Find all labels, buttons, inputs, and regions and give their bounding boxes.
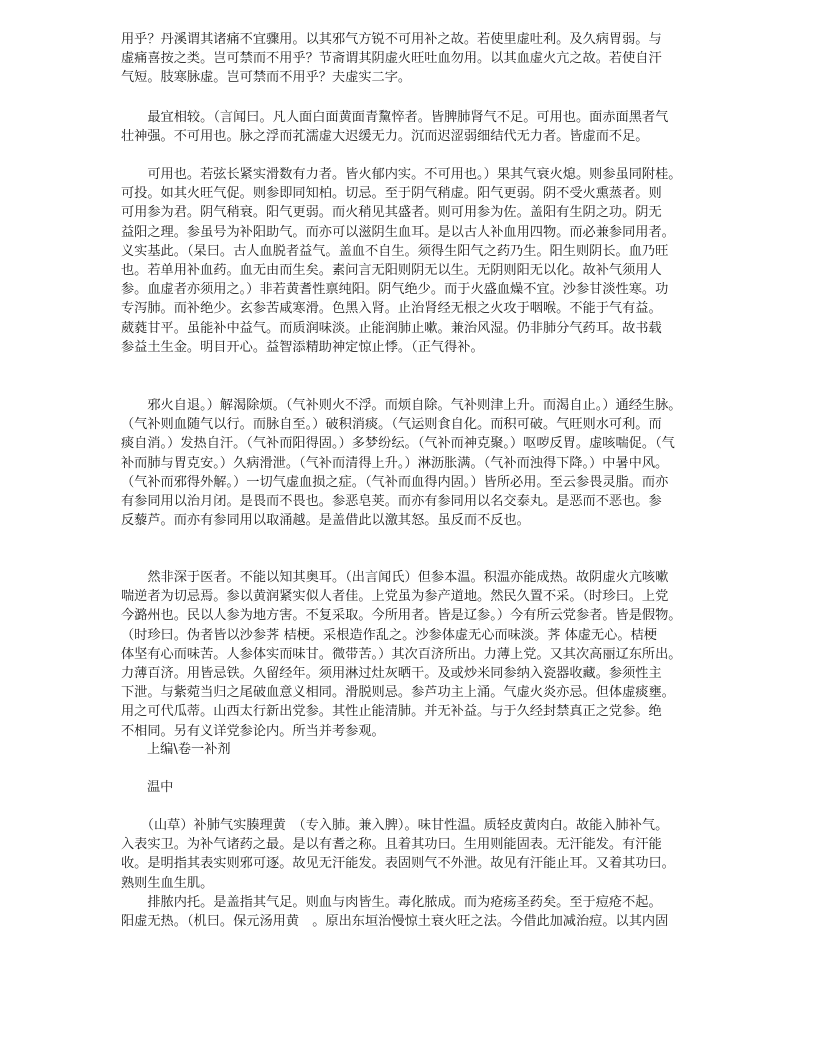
paragraph-1: 用乎？丹溪谓其诸痛不宜骤用。以其邪气方锐不可用补之故。若使里虚吐利。及久病胃弱。与 虚痛喜按之类。岂可禁而不用乎？节斋谓其阴虚火旺吐血勿用。以其血虚火亢之故。若使自汗 气短。肢寒脉虚。岂可禁而不用乎？夫虚实二字。: [121, 32, 662, 86]
paragraph-7: 排脓内托。是盖指其气足。则血与肉皆生。毒化脓成。而为疮疡圣药矣。至于痘疮不起。 阳虚无热。（机曰。保元汤用黄 。原出东垣治慢惊土衰火旺之法。今借此加减治痘。以其内固: [121, 895, 669, 930]
subsection-heading: 温中: [147, 780, 174, 795]
paragraph-5: 然非深于医者。不能以知其奥耳。（出言闻氏）但参本温。积温亦能成热。故阴虚火亢咳嗽 喘逆者为切忌焉。参以黄润紧实似人者佳。上党虽为参产道地。然民久置不采。（时珍曰。上党 今潞州也。民以人参为地方害。不复采取。今所用者。皆是辽参。）今有所云党参者。皆是假物。 （时珍曰。伪者皆以沙参荠 桔梗。采根造作乱之。沙参体虚无心而味淡。荠 体虚无心。桔梗 体坚有心而味苦。人参体实而味甘。微带苦。）其次百济所出。力薄上党。又其次高丽辽东所出。 力薄百济。用皆忌铁。久留经年。须用淋过灶灰晒干。及或炒米同参纳入瓷器收藏。参须性主 下泄。与紫菀当归之尾破血意义相同。滑脱则忌。参芦功主上涌。气虚火炎亦忌。但体虚痰壅。 用之可代瓜蒂。山西太行新出党参。其性止能清肺。并无补益。与于久经封禁真正之党参。绝 不相同。另有义详党参论内。所当并考参观。: [121, 570, 682, 739]
paragraph-3: 可用也。若弦长紧实滑数有力者。皆火郁内实。不可用也。）果其气衰火熄。则参虽同附桂。 可投。如其火旺气促。则参即同知柏。切忌。至于阴气稍虚。阳气更弱。阴不受火熏蒸者。则 可用参为君。阴气稍衰。阳气更弱。而火稍见其盛者。则可用参为佐。盖阳有生阴之功。阴无 益阳之理。参虽号为补阳助气。而亦可以滋阴生血耳。是以古人补血用四物。而必兼参同用者。 义实基此。（杲曰。古人血脱者益气。盖血不自生。须得生阳气之药乃生。阳生则阴长。血乃旺 也。若单用补血药。血无由而生矣。素问言无阳则阴无以生。无阴则阳无以化。故补气须用人 参。血虚者亦须用之。）非若黄耆性禀纯阳。阴气绝少。而于火盛血燥不宜。沙参甘淡性寒。功 专泻肺。而补绝少。玄参苦咸寒滑。色黑入肾。止治肾经无根之火攻于咽喉。不能于气有益。 葳蕤甘平。虽能补中益气。而质润味淡。止能润肺止嗽。兼治风湿。仍非肺分气药耳。故书载 参益土生金。明目开心。益智添精助神定惊止悸。（正气得补。: [121, 167, 682, 355]
paragraph-6: （山草）补肺气实腠理黄 （专入肺。兼入脾）。味甘性温。质轻皮黄肉白。故能入肺补气。 入表实卫。为补气诸药之最。是以有耆之称。且着其功曰。生用则能固表。无汗能发。有汗能 收。是明指其表实则邪可逐。故见无汗能发。表固则气不外泄。故见有汗能止耳。又着其功曰。 熟则生血生肌。: [121, 818, 675, 891]
paragraph-2: 最宜相较。（言闻曰。凡人面白面黄面青黧悴者。皆脾肺肾气不足。可用也。面赤面黑者气 壮神强。不可用也。脉之浮而芤濡虚大迟缓无力。沉而迟涩弱细结代无力者。皆虚而不足。: [121, 110, 669, 145]
section-heading: 上编\卷一补剂: [147, 742, 231, 757]
paragraph-4: 邪火自退。）解渴除烦。（气补则火不浮。而烦自除。气补则津上升。而渴自止。）通经生脉。 （气补则血随气以行。而脉自至。）破积消痰。（气运则食自化。而积可破。气旺则水可利。而 痰自消。）发热自汗。（气补而阳得固。）多梦纷纭。（气补而神克聚。）呕哕反胃。虚咳喘促。（气 补而肺与胃克安。）久病滑泄。（气补而清得上升。）淋沥胀满。（气补而浊得下降。）中暑中风。 （气补而邪得外解。）一切气虚血损之症。（气补而血得内固。）皆所必用。至云参畏灵脂。而亦 有参同用以治月闭。是畏而不畏也。参恶皂荚。而亦有参同用以名交泰丸。是恶而不恶也。参 反藜芦。而亦有参同用以取涌越。是盖借此以激其怒。虽反而不反也。: [121, 398, 682, 529]
